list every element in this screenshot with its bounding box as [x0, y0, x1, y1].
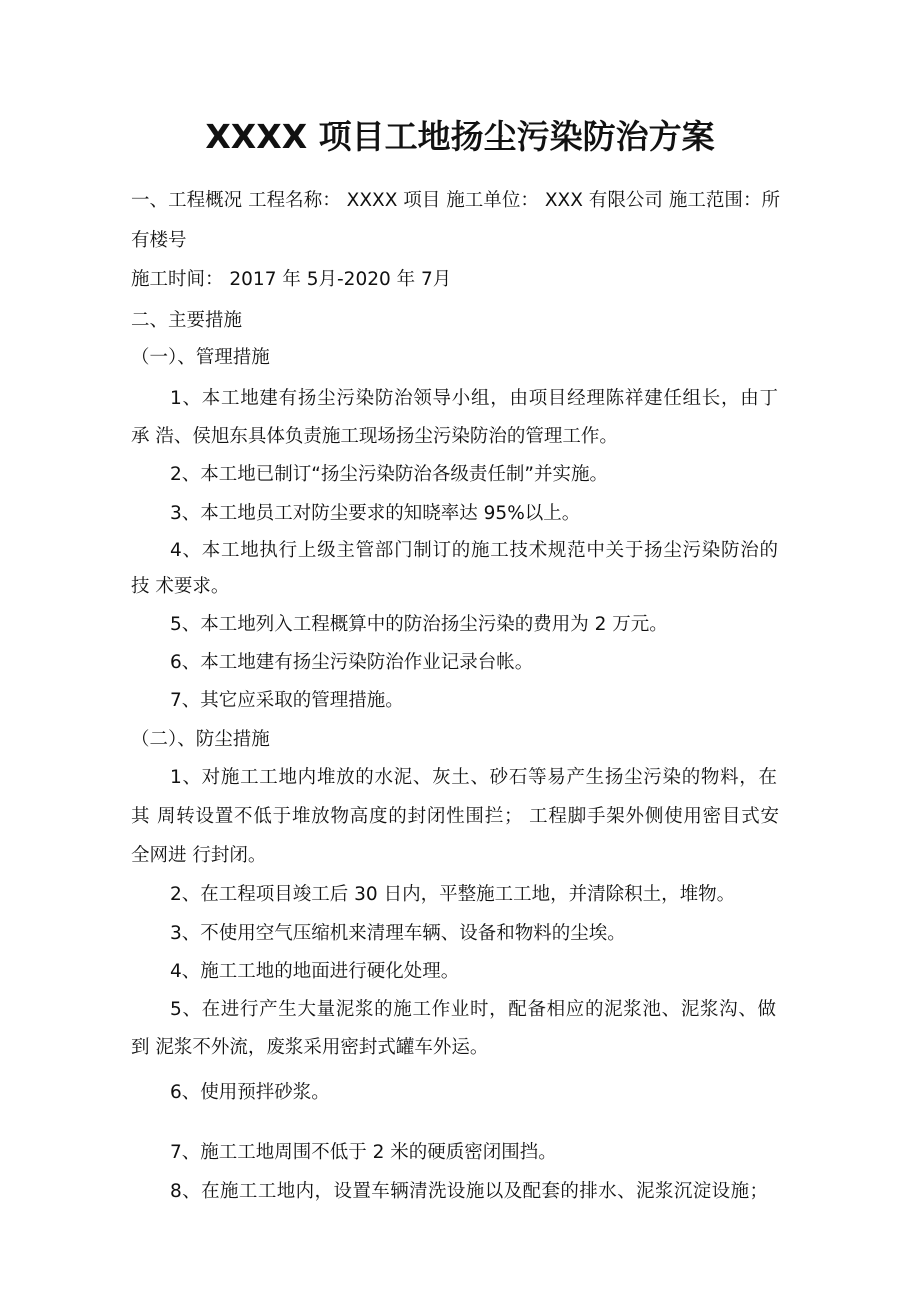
management-item-2: 2、本工地已制订“扬尘污染防治各级责任制”并实施。	[170, 464, 608, 485]
dust-item-7: 7、施工工地周围不低于 2 米的硬质密闭围挡。	[170, 1142, 557, 1163]
dust-item-3: 3、不使用空气压缩机来清理车辆、设备和物料的尘埃。	[170, 923, 626, 944]
management-item-3: 3、本工地员工对防尘要求的知晓率达 95%以上。	[170, 503, 581, 524]
dust-item-5-line-2: 到 泥浆不外流，废浆采用密封式罐车外运。	[131, 1037, 489, 1058]
overview-line-2: 有楼号	[131, 230, 187, 251]
management-item-4-line-1: 4、本工地执行上级主管部门制订的施工技术规范中关于扬尘污染防治的	[170, 540, 778, 561]
dust-item-6: 6、使用预拌砂浆。	[170, 1082, 330, 1103]
dust-item-1-line-1: 1、对施工工地内堆放的水泥、灰土、砂石等易产生扬尘污染的物料，在	[170, 767, 777, 788]
subsection-heading-dust-prevention: （二）、防尘措施	[131, 729, 270, 750]
management-item-6: 6、本工地建有扬尘污染防治作业记录台帐。	[170, 652, 534, 673]
management-item-7: 7、其它应采取的管理措施。	[170, 690, 404, 711]
construction-schedule: 施工时间： 2017 年 5月-2020 年 7月	[131, 269, 452, 290]
management-item-1-line-1: 1、本工地建有扬尘污染防治领导小组，由项目经理陈祥建任组长，由丁	[170, 388, 778, 409]
subsection-heading-management: （一）、管理措施	[131, 347, 270, 368]
dust-item-1-line-2: 其 周转设置不低于堆放物高度的封闭性围拦； 工程脚手架外侧使用密目式安	[131, 806, 779, 827]
section-heading-main-measures: 二、主要措施	[131, 310, 243, 331]
document-title: XXXX 项目工地扬尘污染防治方案	[205, 117, 715, 156]
management-item-4-line-2: 技 术要求。	[131, 576, 230, 597]
dust-item-1-line-3: 全网进 行封闭。	[131, 845, 267, 866]
dust-item-4: 4、施工工地的地面进行硬化处理。	[170, 961, 460, 982]
dust-item-8: 8、在施工工地内，设置车辆清洗设施以及配套的排水、泥浆沉淀设施；	[170, 1181, 768, 1202]
management-item-1-line-2: 承 浩、侯旭东具体负责施工现场扬尘污染防治的管理工作。	[131, 426, 618, 447]
dust-item-5-line-1: 5、在进行产生大量泥浆的施工作业时，配备相应的泥浆池、泥浆沟、做	[170, 999, 776, 1020]
dust-item-2: 2、在工程项目竣工后 30 日内，平整施工工地，并清除积土，堆物。	[170, 884, 736, 905]
overview-line-1: 一、工程概况 工程名称： XXXX 项目 施工单位： XXX 有限公司 施工范围：所	[131, 190, 780, 211]
management-item-5: 5、本工地列入工程概算中的防治扬尘污染的费用为 2 万元。	[170, 614, 668, 635]
